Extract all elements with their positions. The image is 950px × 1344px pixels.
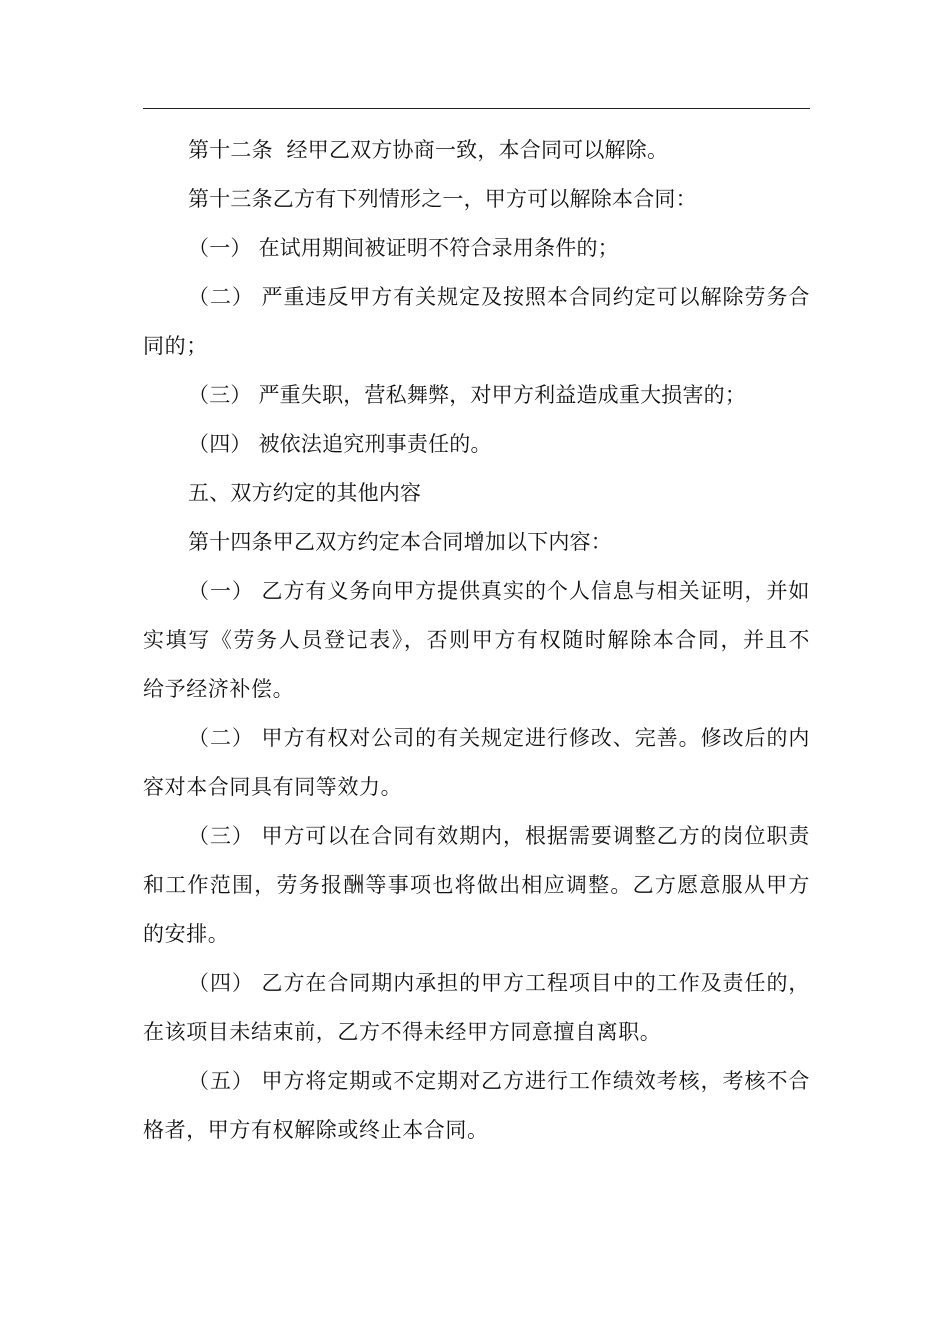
clause-13-item-3: （三） 严重失职，营私舞弊，对甲方利益造成重大损害的；	[188, 383, 747, 407]
clause-14-item-2: （二） 甲方有权对公司的有关规定进行修改、完善。修改后的内 容对本合同具有同等效力。	[143, 726, 825, 799]
clause-14-item-1: （一） 乙方有义务向甲方提供真实的个人信息与相关证明，并如 实填写《劳务人员登记表》，否则甲方有权随时解除本合同，并且不 给予经济补偿。	[143, 579, 825, 701]
header-rule	[143, 108, 810, 109]
section-5-heading: 五、双方约定的其他内容	[188, 481, 422, 505]
clause-14-item-3: （三） 甲方可以在合同有效期内，根据需要调整乙方的岗位职责 和工作范围，劳务报酬等事项也将做出相应调整。乙方愿意服从甲方 的安排。	[143, 824, 825, 946]
clause-14-item-5: （五） 甲方将定期或不定期对乙方进行工作绩效考核，考核不合 格者，甲方有权解除或终止本合同。	[143, 1069, 825, 1142]
clause-13: 第十三条乙方有下列情形之一，甲方可以解除本合同：	[188, 187, 697, 211]
clause-14: 第十四条甲乙双方约定本合同增加以下内容：	[188, 530, 612, 554]
clause-13-item-4: （四） 被依法追究刑事责任的。	[188, 432, 492, 456]
clause-14-item-4: （四） 乙方在合同期内承担的甲方工程项目中的工作及责任的， 在该项目未结束前，乙方不得未经甲方同意擅自离职。	[143, 971, 825, 1044]
clause-13-item-2: （二） 严重违反甲方有关规定及按照本合同约定可以解除劳务合 同的；	[143, 285, 825, 358]
clause-12: 第十二条 经甲乙双方协商一致，本合同可以解除。	[188, 138, 669, 162]
document-body	[143, 126, 825, 1155]
clause-13-item-1: （一） 在试用期间被证明不符合录用条件的；	[188, 236, 619, 260]
